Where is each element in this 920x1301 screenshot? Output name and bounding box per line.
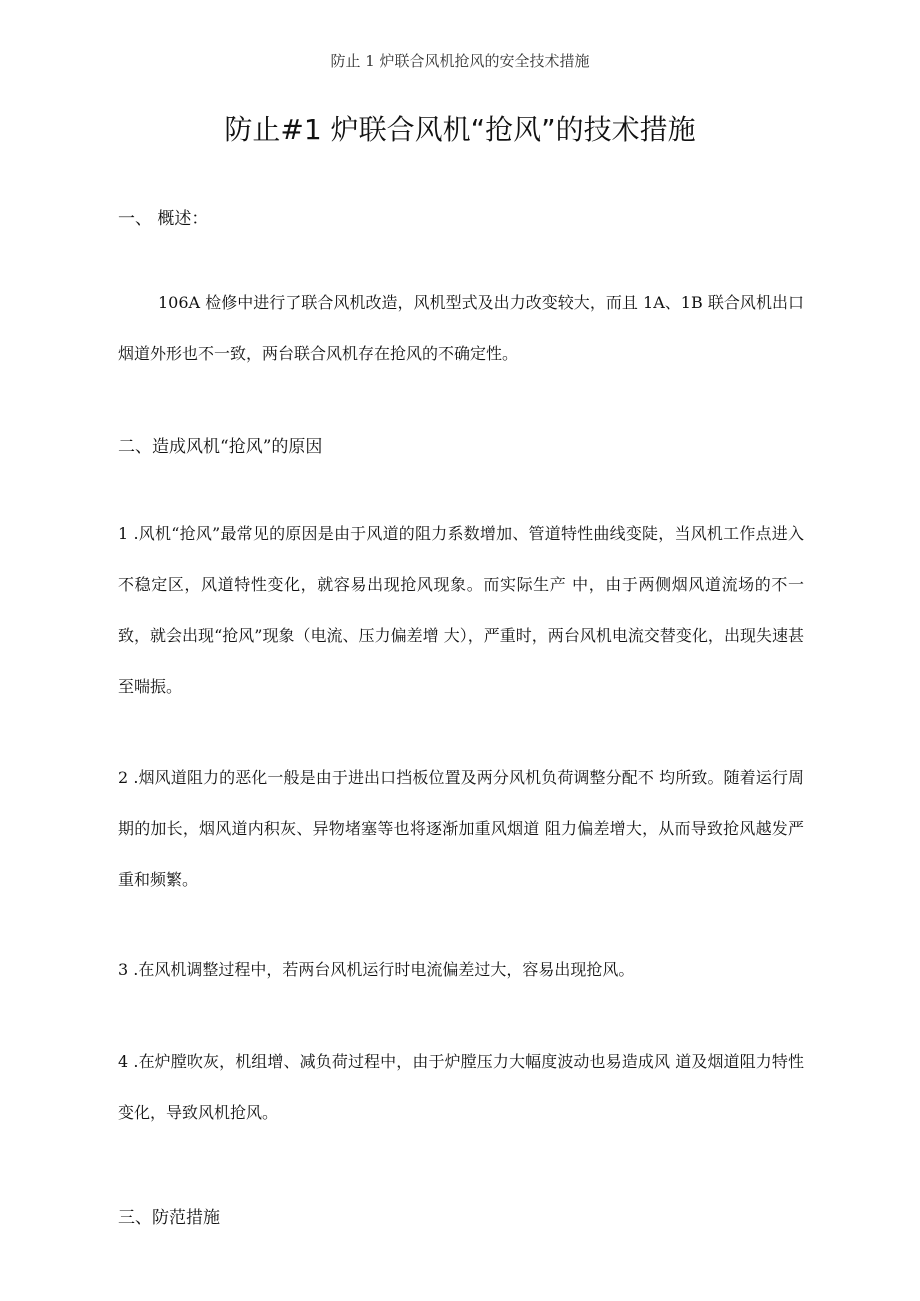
overview-paragraph: 106A 检修中进行了联合风机改造，风机型式及出力改变较大，而且 1A、1B 联合风机出口烟道外形也不一致，两台联合风机存在抢风的不确定性。	[118, 293, 804, 363]
cause-item-2: 2 .烟风道阻力的恶化一般是由于进出口挡板位置及两分风机负荷调整分配不 均所致。随着运行周期的加长，烟风道内积灰、异物堵塞等也将逐渐加重风烟道 阻力偏差增大，从而导致抢风越发严重和频繁。	[118, 768, 804, 889]
running-header: 防止 1 炉联合风机抢风的安全技术措施	[330, 52, 590, 70]
section-heading-overview: 一、 概述：	[118, 209, 209, 229]
cause-item-4: 4 .在炉膛吹灰，机组增、减负荷过程中，由于炉膛压力大幅度波动也易造成风 道及烟道阻力特性变化，导致风机抢风。	[118, 1052, 804, 1122]
document-title: 防止#1 炉联合风机“抢风”的技术措施	[224, 113, 696, 146]
section-heading-causes: 二、造成风机“抢风”的原因	[118, 437, 323, 457]
section-heading-measures: 三、防范措施	[118, 1208, 220, 1228]
cause-item-3: 3 .在风机调整过程中，若两台风机运行时电流偏差过大，容易出现抢风。	[118, 960, 635, 979]
cause-item-1: 1 .风机“抢风”最常见的原因是由于风道的阻力系数增加、管道特性曲线变陡，当风机工作点进入不稳定区，风道特性变化，就容易出现抢风现象。而实际生产 中，由于两侧烟风道流场的不一致，就会出现“抢风”现象（电流、压力偏差增 大），严重时，两台风机电流交替变化，出现失速甚至喘振。	[118, 524, 804, 696]
